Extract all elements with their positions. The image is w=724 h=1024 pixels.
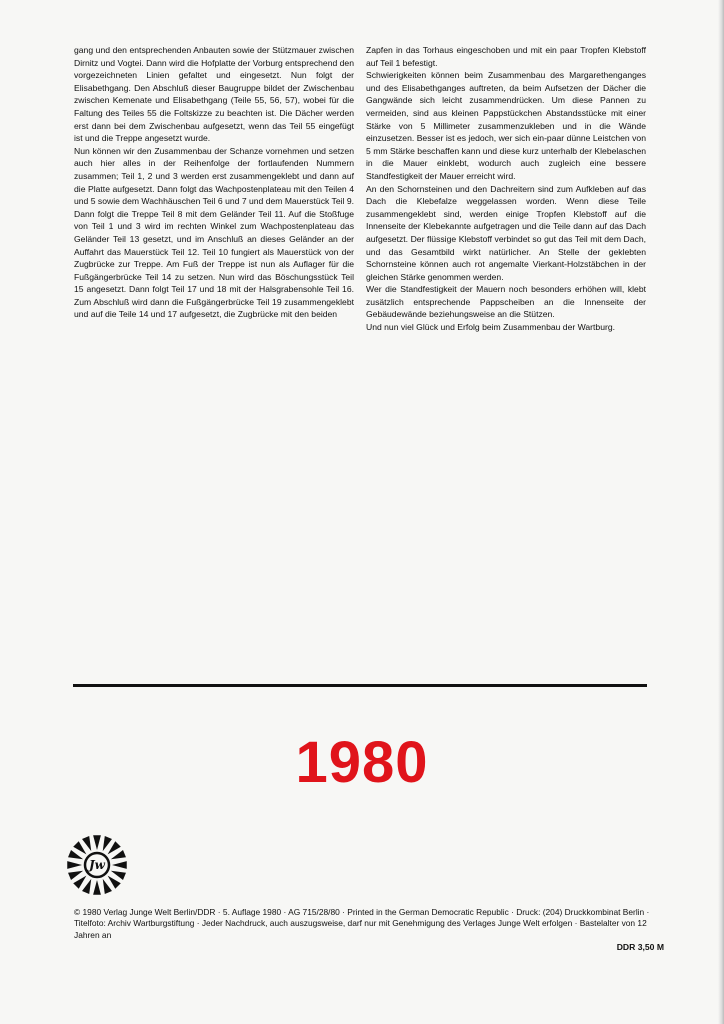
paragraph: An den Schornsteinen und den Dachreitern sind zum Aufkleben auf das Dach die Klebefalze weggelassen worden. Wenn diese Teile zusammengeklebt sind, werden einige Tropfen Klebstoff auf die Innenseite der Klebekannte aufgetragen und die Teile dann auf das Dach aufgesetzt. Der flüssige Klebstoff verbindet so gut das Teil mit dem Dach, und das Gesamtbild wirkt natürlicher. An Stelle der geklebten Schornsteine können auch rot angemalte Vierkant-Holzstäbchen in der gleichen Stärke genommen werden. [366, 183, 646, 282]
logo-ray [68, 850, 83, 859]
logo-ray [82, 879, 91, 894]
instruction-text [74, 44, 646, 334]
text-column-right [366, 44, 646, 334]
logo-ray [82, 836, 91, 851]
text-column-left [74, 44, 354, 334]
logo-ray [111, 871, 126, 880]
logo-ray [103, 879, 112, 894]
page-edge [718, 0, 724, 1024]
price-label: DDR 3,50 M [616, 942, 664, 952]
paragraph: Und nun viel Glück und Erfolg beim Zusammenbau der Wartburg. [366, 322, 616, 333]
logo-ray [108, 841, 121, 854]
logo-ray [93, 835, 101, 850]
year-stamp: 1980 [295, 730, 429, 795]
paragraph: gang und den entsprechenden Anbauten sowie der Stützmauer zwischen Dirnitz und Vogtei. Dann wird die Hofplatte der Vorburg entsprechend den vorgezeichneten Linien gefaltet und eingesetzt. Nun folgt der Elisabethgang. Den Abschluß dieser Baugruppe bildet der Zwischenbau zwischen Kemenate und Elisabethgang (Teile 55, 56, 57), wobei für die Faltung des Teiles 55 die Foltskizze zu beachten ist. Die Dächer werden erst dann bei dem Zwischenbau aufgesetzt, wenn das Teil 55 eingefügt ist und die Treppe angesetzt wurde. [74, 45, 354, 144]
logo-ray [68, 871, 83, 880]
logo-ray [111, 850, 126, 859]
paragraph: Schwierigkeiten können beim Zusammenbau des Margarethenganges und des Elisabethganges auftreten, da beim Aufsetzen der Dächer die Gangwände sich leicht zusammendrücken. Um diese Pannen zu vermeiden, sind aus kleinen Pappstückchen Abstandsstücke mit einer Stärke von 5 Millimeter zusammenzukleben und in die Wände einzusetzen. Besser ist es jedoch, wer sich ein-paar dünne Leistchen von 5 mm Stärke beschaffen kann und diese kurz unterhalb der Klebelaschen in die Mauer einklebt, wodurch auch zugleich eine bessere Standfestigkeit der Mauer erreicht wird. [366, 70, 646, 181]
logo-ray [112, 861, 127, 869]
paragraph: Zapfen in das Torhaus eingeschoben und mit ein paar Tropfen Klebstoff auf Teil 1 befestigt. [366, 45, 646, 68]
horizontal-divider [73, 684, 647, 687]
logo-ray [93, 880, 101, 895]
logo-ray [73, 876, 86, 889]
paragraph: Wer die Standfestigkeit der Mauern noch besonders erhöhen will, klebt zusätzlich entsprechende Pappscheiben an die Innenseite der Gebäudewände beziehungsweise an die Stützen. [366, 284, 646, 320]
logo-ray [73, 841, 86, 854]
logo-ray [103, 836, 112, 851]
svg-text:Jw: Jw [88, 858, 106, 872]
publisher-sunburst-logo-icon [66, 834, 128, 896]
paragraph: Nun können wir den Zusammenbau der Schanze vornehmen und setzen auch hier alles in der Reihenfolge der fortlaufenden Nummern zusammen; Teil 1, 2 und 3 werden erst zusammengeklebt und dann auf die Platte aufgesetzt. Dann folgt das Wachpostenplateau mit den Teilen 4 und 5 sowie dem Wachhäuschen Teil 6 und 7 und dem Mauerstück Teil 9. Dann folgt die Treppe Teil 8 mit dem Geländer Teil 11. Auf die Stoßfuge von Teil 1 und 3 wird im rechten Winkel zum Wachpostenplateau das Geländer Teil 13 gesetzt, und im Anschluß an dieses Geländer an der Auffahrt das Mauerstück Teil 12. Teil 10 fungiert als Mauerstück von der Zugbrücke zur Treppe. Am Fuß der Treppe ist nun als Auflager für die Fußgängerbrücke Teil 14 zu setzen. Nun wird das Böschungsstück Teil 15 angesetzt. Dann folgt Teil 17 und 18 mit der Halsgrabensohle Teil 16. Zum Abschluß wird dann die Fußgängerbrücke Teil 19 zusammengeklebt und auf die Teile 14 und 17 aufgesetzt, die Zugbrücke mit den beiden [74, 145, 354, 320]
logo-ray [108, 876, 121, 889]
logo-ray [67, 861, 82, 869]
imprint-notice: © 1980 Verlag Junge Welt Berlin/DDR · 5. Auflage 1980 · AG 715/28/80 · Printed in the German Democratic Republic · Druck: (204) Druckkombinat Berlin · Titelfoto: Archiv Wartburgstiftung · Jeder Nachdruck, auch auszugsweise, darf nur mit Genehmigung des Verlages Junge Welt erfolgen · Bastelalter von 12 Jahren an [74, 907, 650, 940]
